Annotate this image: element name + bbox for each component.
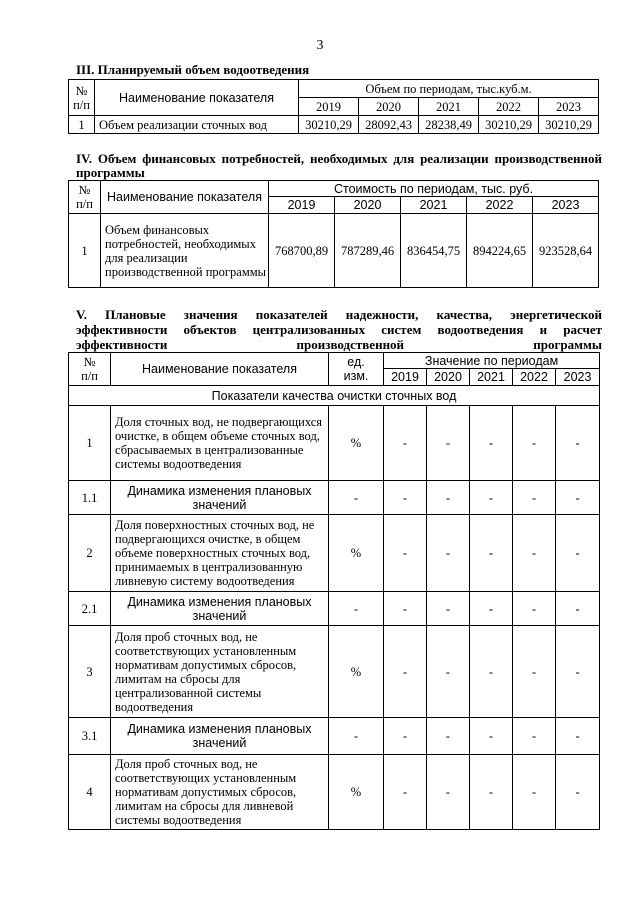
row-no: 1 — [69, 116, 95, 134]
row-unit: % — [329, 755, 384, 830]
row-value: 923528,64 — [533, 214, 599, 288]
col-no-header: № п/п — [69, 181, 101, 214]
row-unit: - — [329, 592, 384, 626]
row-unit: % — [329, 515, 384, 592]
row-value: - — [427, 481, 470, 515]
row-value: - — [427, 406, 470, 481]
row-value: - — [384, 406, 427, 481]
row-value: - — [556, 626, 600, 718]
section3-title: III. Планируемый объем водоотведения — [76, 62, 310, 77]
year-header: 2021 — [401, 197, 467, 214]
row-value: - — [556, 718, 600, 755]
row-name: Динамика изменения плановых значений — [111, 592, 329, 626]
row-value: 28092,43 — [359, 116, 419, 134]
row-value: 30210,29 — [299, 116, 359, 134]
year-header: 2022 — [467, 197, 533, 214]
year-header: 2020 — [427, 369, 470, 386]
row-value: - — [427, 592, 470, 626]
row-name: Доля проб сточных вод, не соответствующих установленным нормативам допустимых сбросов, лимитам на сбросы для централизованной системы водоотведения — [111, 626, 329, 718]
row-name: Доля сточных вод, не подвергающихся очистке, в общем объеме сточных вод, сбрасываемых в централизованные системы водоотведения — [111, 406, 329, 481]
row-value: - — [384, 626, 427, 718]
row-value: 894224,65 — [467, 214, 533, 288]
col-cost-header: Стоимость по периодам, тыс. руб. — [269, 181, 599, 197]
row-value: - — [427, 755, 470, 830]
row-value: 787289,46 — [335, 214, 401, 288]
col-volume-header: Объем по периодам, тыс.куб.м. — [299, 80, 599, 98]
row-value: 30210,29 — [539, 116, 599, 134]
row-unit: - — [329, 718, 384, 755]
year-header: 2019 — [269, 197, 335, 214]
row-no: 2 — [69, 515, 111, 592]
table-row — [69, 515, 600, 592]
row-name: Доля проб сточных вод, не соответствующих установленным нормативам допустимых сбросов, лимитам на сбросы для ливневой системы водоотведения — [111, 755, 329, 830]
table-row — [69, 406, 600, 481]
row-value: - — [556, 406, 600, 481]
page-number: 3 — [316, 38, 324, 53]
row-no: 1 — [69, 406, 111, 481]
year-header: 2019 — [299, 98, 359, 116]
table-row — [69, 718, 600, 755]
row-value: - — [427, 515, 470, 592]
row-value: - — [513, 626, 556, 718]
row-unit: - — [329, 481, 384, 515]
row-name: Объем финансовых потребностей, необходимых для реализации производственной программы — [101, 214, 269, 288]
section5-table — [68, 352, 600, 830]
row-value: - — [513, 406, 556, 481]
row-name: Динамика изменения плановых значений — [111, 481, 329, 515]
row-value: - — [384, 515, 427, 592]
col-name-header: Наименование показателя — [101, 181, 269, 214]
row-value: - — [556, 481, 600, 515]
row-value: 768700,89 — [269, 214, 335, 288]
year-header: 2021 — [470, 369, 513, 386]
section4-table — [68, 180, 599, 288]
row-value: - — [513, 481, 556, 515]
col-no-header: № п/п — [69, 80, 95, 116]
row-value: - — [470, 406, 513, 481]
row-value: - — [384, 718, 427, 755]
row-name: Динамика изменения плановых значений — [111, 718, 329, 755]
year-header: 2021 — [419, 98, 479, 116]
col-value-header: Значение по периодам — [384, 353, 600, 369]
row-no: 2.1 — [69, 592, 111, 626]
row-value: - — [427, 718, 470, 755]
row-value: 30210,29 — [479, 116, 539, 134]
section4-title: IV. Объем финансовых потребностей, необходимых для реализации производственной программы — [76, 151, 602, 180]
row-value: - — [513, 718, 556, 755]
year-header: 2023 — [539, 98, 599, 116]
row-no: 4 — [69, 755, 111, 830]
row-value: - — [470, 755, 513, 830]
col-name-header: Наименование показателя — [95, 80, 299, 116]
year-header: 2020 — [359, 98, 419, 116]
row-no: 1.1 — [69, 481, 111, 515]
table-row — [69, 755, 600, 830]
row-value: - — [384, 592, 427, 626]
row-value: - — [470, 592, 513, 626]
row-value: - — [470, 515, 513, 592]
year-header: 2022 — [479, 98, 539, 116]
row-value: - — [470, 626, 513, 718]
row-name: Объем реализации сточных вод — [95, 116, 299, 134]
table-row — [69, 116, 599, 134]
row-value: - — [556, 515, 600, 592]
row-value: - — [513, 592, 556, 626]
row-no: 1 — [69, 214, 101, 288]
row-value: - — [384, 755, 427, 830]
row-value: 28238,49 — [419, 116, 479, 134]
section5-title: V. Плановые значения показателей надежности, качества, энергетической эффективности объектов централизованных систем водоотведения и расчет эффективности производственной программы — [76, 307, 602, 352]
section3-table — [68, 79, 599, 134]
year-header: 2020 — [335, 197, 401, 214]
col-no-header: № п/п — [69, 353, 111, 386]
year-header: 2023 — [556, 369, 600, 386]
row-value: - — [427, 626, 470, 718]
year-header: 2023 — [533, 197, 599, 214]
table-row — [69, 626, 600, 718]
row-unit: % — [329, 626, 384, 718]
row-value: - — [470, 481, 513, 515]
row-unit: % — [329, 406, 384, 481]
row-value: - — [384, 481, 427, 515]
group-title: Показатели качества очистки сточных вод — [69, 386, 600, 406]
year-header: 2019 — [384, 369, 427, 386]
row-no: 3.1 — [69, 718, 111, 755]
row-name: Доля поверхностных сточных вод, не подвергающихся очистке, в общем объеме поверхностных сточных вод, принимаемых в централизованную ливневую систему водоотведения — [111, 515, 329, 592]
col-name-header: Наименование показателя — [111, 353, 329, 386]
col-unit-header: ед. изм. — [329, 353, 384, 386]
row-value: 836454,75 — [401, 214, 467, 288]
table-row — [69, 592, 600, 626]
row-value: - — [513, 755, 556, 830]
row-no: 3 — [69, 626, 111, 718]
row-value: - — [513, 515, 556, 592]
row-value: - — [556, 592, 600, 626]
row-value: - — [556, 755, 600, 830]
row-value: - — [470, 718, 513, 755]
table-row — [69, 214, 599, 288]
table-row — [69, 481, 600, 515]
year-header: 2022 — [513, 369, 556, 386]
